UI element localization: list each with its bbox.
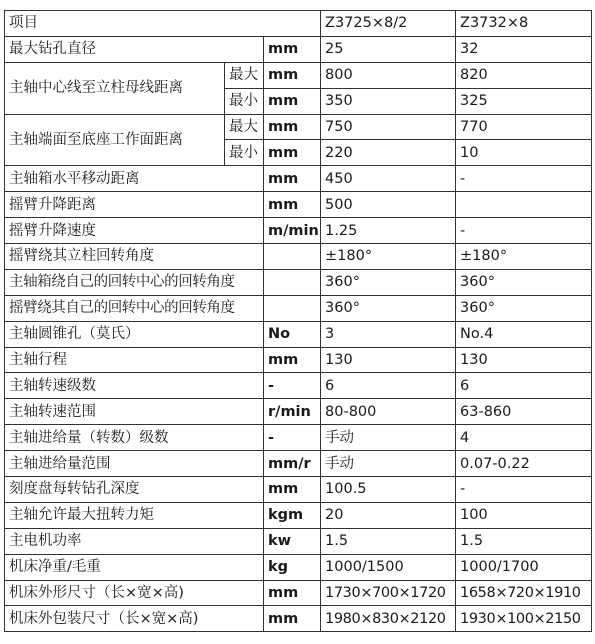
row-value-b: 63-860 [456, 399, 592, 425]
row-value-a: ±180° [321, 244, 456, 270]
row-label: 机床净重/毛重 [5, 554, 264, 580]
row-value-b: - [456, 477, 592, 503]
table-row [5, 528, 592, 554]
row-label: 主轴允许最大扭转力矩 [5, 502, 264, 528]
row-value-a: 手动 [321, 425, 456, 451]
row-value-a: 800 [321, 62, 456, 88]
row-value-a: 220 [321, 140, 456, 166]
table-row [5, 166, 592, 192]
row-unit [264, 244, 321, 270]
row-value-a: 1980×830×2120 [321, 606, 456, 632]
row-sublabel: 最大 [225, 62, 264, 88]
row-value-a: 360° [321, 295, 456, 321]
row-unit: mm [264, 606, 321, 632]
table-row [5, 36, 592, 62]
table-row [5, 425, 592, 451]
row-value-a: 350 [321, 88, 456, 114]
row-unit [264, 295, 321, 321]
row-value-b: 0.07-0.22 [456, 451, 592, 477]
row-unit: kw [264, 528, 321, 554]
row-unit: mm [264, 140, 321, 166]
row-label: 主轴行程 [5, 347, 264, 373]
row-value-a: 130 [321, 347, 456, 373]
row-value-b: 1930×100×2150 [456, 606, 592, 632]
table-row [5, 502, 592, 528]
table-row [5, 399, 592, 425]
row-value-a: 3 [321, 321, 456, 347]
row-unit: mm [264, 192, 321, 218]
row-label: 摇臂绕其立柱回转角度 [5, 244, 264, 270]
row-value-b: 770 [456, 114, 592, 140]
row-label: 主轴进给量（转数）级数 [5, 425, 264, 451]
row-value-a: 1000/1500 [321, 554, 456, 580]
row-label: 摇臂绕其自己的回转中心的回转角度 [5, 295, 264, 321]
row-value-b: 100 [456, 502, 592, 528]
row-unit: m/min [264, 218, 321, 244]
row-unit: - [264, 425, 321, 451]
row-value-b: 325 [456, 88, 592, 114]
row-label: 主轴箱绕自己的回转中心的回转角度 [5, 269, 264, 295]
row-label: 主轴圆锥孔（莫氏） [5, 321, 264, 347]
row-value-b: 130 [456, 347, 592, 373]
header-item: 项目 [5, 11, 321, 37]
row-value-b: 10 [456, 140, 592, 166]
row-label: 刻度盘每转钻孔深度 [5, 477, 264, 503]
row-label: 摇臂升降速度 [5, 218, 264, 244]
table-row [5, 295, 592, 321]
row-unit: No [264, 321, 321, 347]
table-row [5, 347, 592, 373]
row-value-a: 1730×700×1720 [321, 580, 456, 606]
row-value-b: 360° [456, 295, 592, 321]
row-value-b: 1.5 [456, 528, 592, 554]
row-value-b: No.4 [456, 321, 592, 347]
row-value-a: 750 [321, 114, 456, 140]
table-row [5, 373, 592, 399]
row-unit: mm/r [264, 451, 321, 477]
row-value-b: ±180° [456, 244, 592, 270]
table-row [5, 451, 592, 477]
header-model-a: Z3725×8/2 [321, 11, 456, 37]
row-unit: mm [264, 347, 321, 373]
table-row [5, 606, 592, 632]
row-value-a: 1.25 [321, 218, 456, 244]
row-value-a: 450 [321, 166, 456, 192]
table-row [5, 321, 592, 347]
header-row [5, 11, 592, 37]
table-row [5, 114, 592, 140]
row-value-a: 100.5 [321, 477, 456, 503]
row-value-b: 4 [456, 425, 592, 451]
row-sublabel: 最小 [225, 88, 264, 114]
row-value-b: 1000/1700 [456, 554, 592, 580]
row-unit: r/min [264, 399, 321, 425]
header-model-b: Z3732×8 [456, 11, 592, 37]
row-value-a: 25 [321, 36, 456, 62]
row-value-b: 820 [456, 62, 592, 88]
row-label: 主轴进给量范围 [5, 451, 264, 477]
row-value-a: 1.5 [321, 528, 456, 554]
table-row [5, 554, 592, 580]
row-unit: mm [264, 62, 321, 88]
row-value-b: 32 [456, 36, 592, 62]
row-unit [264, 269, 321, 295]
row-unit: mm [264, 477, 321, 503]
row-value-a: 6 [321, 373, 456, 399]
row-label: 主轴转速范围 [5, 399, 264, 425]
row-value-b: - [456, 166, 592, 192]
row-unit: kg [264, 554, 321, 580]
row-label: 机床外包装尺寸（长×宽×高) [5, 606, 264, 632]
row-value-a: 80-800 [321, 399, 456, 425]
table-row [5, 192, 592, 218]
row-value-b: - [456, 218, 592, 244]
row-unit: mm [264, 88, 321, 114]
table-row [5, 62, 592, 88]
row-value-a: 20 [321, 502, 456, 528]
row-unit: mm [264, 114, 321, 140]
row-value-a: 手动 [321, 451, 456, 477]
spec-table [4, 10, 592, 632]
row-label: 主轴中心线至立柱母线距离 [5, 62, 225, 114]
row-sublabel: 最大 [225, 114, 264, 140]
row-unit: - [264, 373, 321, 399]
row-label: 摇臂升降距离 [5, 192, 264, 218]
row-label: 主轴端面至底座工作面距离 [5, 114, 225, 166]
table-row [5, 269, 592, 295]
row-unit: mm [264, 166, 321, 192]
row-label: 主轴箱水平移动距离 [5, 166, 264, 192]
row-value-b [456, 192, 592, 218]
row-label: 主电机功率 [5, 528, 264, 554]
row-label: 主轴转速级数 [5, 373, 264, 399]
table-row [5, 477, 592, 503]
row-sublabel: 最小 [225, 140, 264, 166]
row-unit: kgm [264, 502, 321, 528]
row-value-b: 6 [456, 373, 592, 399]
row-unit: mm [264, 580, 321, 606]
row-value-a: 360° [321, 269, 456, 295]
row-label: 最大钻孔直径 [5, 36, 264, 62]
table-row [5, 580, 592, 606]
row-value-a: 500 [321, 192, 456, 218]
row-label: 机床外形尺寸（长×宽×高) [5, 580, 264, 606]
row-value-b: 360° [456, 269, 592, 295]
table-row [5, 218, 592, 244]
row-value-b: 1658×720×1910 [456, 580, 592, 606]
row-unit: mm [264, 36, 321, 62]
table-row [5, 244, 592, 270]
